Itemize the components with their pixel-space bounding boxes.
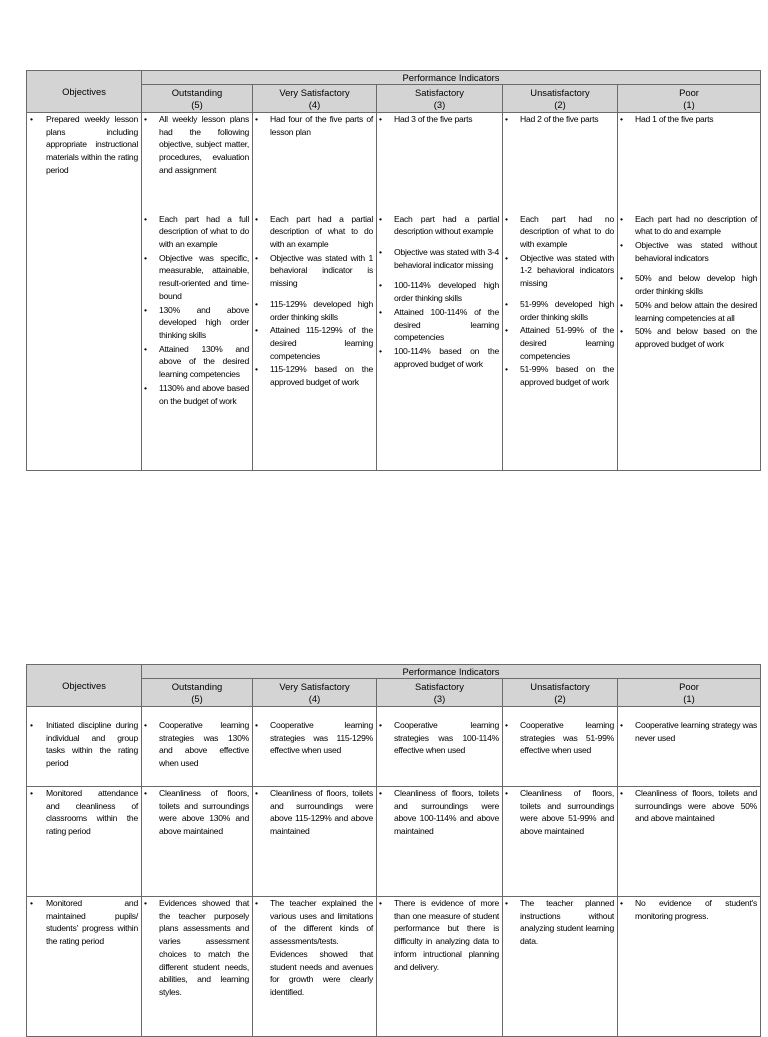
indicator-item: • Had 2 of the five parts — [503, 113, 617, 126]
indicator-item: • 50% and below based on the approved budget of work — [618, 325, 760, 350]
indicator-item: • Attained 100-114% of the desired learning competencies — [377, 306, 502, 344]
indicator-item: • Each part had a full description of what to do with an example — [142, 213, 252, 251]
indicator-cell — [253, 897, 377, 1037]
indicator-item: • 100-114% developed high order thinking skills — [377, 279, 502, 304]
indicator-cell — [377, 213, 503, 471]
indicator-item: • Attained 51-99% of the desired learning competencies — [503, 324, 617, 362]
indicator-item: • Evidences showed that the teacher purposely plans assessments and varies assessment choices to match the different student needs, abilities, and learning styles. — [142, 897, 252, 999]
level-header-satisfactory: Satisfactory (3) — [377, 679, 503, 707]
indicator-item: • No evidence of student's monitoring progress. — [618, 897, 760, 922]
indicator-cell — [142, 213, 253, 471]
table-row — [27, 707, 761, 787]
objective-text: • Monitored and maintained pupils/ students' progress within the rating period — [27, 897, 141, 948]
level-header-very-satisfactory: Very Satisfactory (4) — [253, 679, 377, 707]
level-header-unsatisfactory: Unsatisfactory (2) — [503, 679, 618, 707]
indicator-item: • Each part had a partial description of what to do with an example — [253, 213, 376, 251]
level-header-outstanding: Outstanding (5) — [142, 679, 253, 707]
objective-cell — [27, 897, 142, 1037]
indicator-item: • Attained 115-129% of the desired learning competencies — [253, 324, 376, 362]
indicator-item: • 1130% and above based on the budget of work — [142, 382, 252, 407]
table-row — [27, 897, 761, 1037]
level-header-outstanding: Outstanding (5) — [142, 85, 253, 113]
objective-text: • Monitored attendance and cleanliness of classrooms within the rating period — [27, 787, 141, 838]
indicator-item: • Each part had no description of what to do and example — [618, 213, 760, 238]
indicator-cell — [142, 707, 253, 787]
rubric-table-lesson-plans — [26, 70, 761, 471]
objective-cell — [27, 113, 142, 471]
indicator-item: • 51-99% developed high order thinking skills — [503, 298, 617, 323]
indicator-cell — [253, 213, 377, 471]
indicator-cell — [503, 897, 618, 1037]
indicator-item: • Attained 130% and above of the desired learning competencies — [142, 343, 252, 381]
indicator-cell — [618, 707, 761, 787]
level-header-poor: Poor (1) — [618, 85, 761, 113]
indicator-cell — [253, 707, 377, 787]
indicator-item: • 51-99% based on the approved budget of work — [503, 363, 617, 388]
indicator-item: • The teacher explained the various uses and limitations of the different kinds of assessments/tests. Evidences showed that student needs and avenues for growth were clearly identified. — [253, 897, 376, 999]
indicator-cell — [618, 897, 761, 1037]
indicator-item: • All weekly lesson plans had the following objective, subject matter, procedures, evaluation and assignment — [142, 113, 252, 177]
indicator-cell — [503, 213, 618, 471]
indicator-cell — [377, 707, 503, 787]
indicator-item: • Cleanliness of floors, toilets and surroundings were above 50% and above maintained — [618, 787, 760, 825]
indicator-cell — [618, 213, 761, 471]
level-header-poor: Poor (1) — [618, 679, 761, 707]
indicator-cell — [377, 787, 503, 897]
indicator-cell — [503, 707, 618, 787]
indicator-cell — [618, 787, 761, 897]
indicator-cell — [142, 113, 253, 213]
indicator-item: • Each part had no description of what to do with example — [503, 213, 617, 251]
indicator-cell — [618, 113, 761, 213]
indicator-cell — [142, 897, 253, 1037]
level-header-satisfactory: Satisfactory (3) — [377, 85, 503, 113]
objective-text: • Initiated discipline during individual and group tasks within the rating period — [27, 719, 141, 770]
indicator-item: • Objective was stated with 1 behavioral indicator is missing — [253, 252, 376, 290]
indicator-item: • 115-129% based on the approved budget of work — [253, 363, 376, 388]
indicator-item: • Cleanliness of floors, toilets and surroundings were above 51-99% and above maintained — [503, 787, 617, 838]
indicator-cell — [142, 787, 253, 897]
indicator-item: • Had 1 of the five parts — [618, 113, 760, 126]
table-row — [27, 787, 761, 897]
indicator-item: • 100-114% based on the approved budget of work — [377, 345, 502, 370]
indicator-item: • Cooperative learning strategy was never used — [618, 719, 760, 744]
indicator-item: • Objective was stated without behavioral indicators — [618, 239, 760, 264]
indicator-item: • Cleanliness of floors, toilets and surroundings were above 130% and above maintained — [142, 787, 252, 838]
indicator-cell — [503, 787, 618, 897]
objectives-header: Objectives — [27, 71, 142, 113]
indicator-cell — [377, 897, 503, 1037]
objective-cell — [27, 707, 142, 787]
performance-indicators-header: Performance Indicators — [142, 71, 761, 85]
indicator-item: • Had 3 of the five parts — [377, 113, 502, 126]
level-header-very-satisfactory: Very Satisfactory (4) — [253, 85, 377, 113]
objective-text: • Prepared weekly lesson plans including appropriate instructional materials within the rating period — [27, 113, 141, 177]
indicator-cell — [253, 113, 377, 213]
indicator-item: • Cooperative learning strategies was 100-114% effective when used — [377, 719, 502, 757]
indicator-item: • 115-129% developed high order thinking skills — [253, 298, 376, 323]
objective-cell — [27, 787, 142, 897]
indicator-item: • Objective was stated with 1-2 behavioral indicators missing — [503, 252, 617, 290]
indicator-item: • Cooperative learning strategies was 130% and above effective when used — [142, 719, 252, 770]
objectives-header: Objectives — [27, 665, 142, 707]
indicator-item: • Objective was specific, measurable, attainable, result-oriented and time-bound — [142, 252, 252, 303]
indicator-item: • Cooperative learning strategies was 51-99% effective when used — [503, 719, 617, 757]
indicator-item: • 130% and above developed high order thinking skills — [142, 304, 252, 342]
indicator-item: • Cooperative learning strategies was 115-129% effective when used — [253, 719, 376, 757]
indicator-item: • The teacher planned instructions without analyzing student learning data. — [503, 897, 617, 948]
rubric-table-classroom-management — [26, 664, 761, 1037]
indicator-cell — [503, 113, 618, 213]
indicator-cell — [253, 787, 377, 897]
indicator-item: • 50% and below attain the desired learning competencies at all — [618, 299, 760, 324]
indicator-item: • Had four of the five parts of lesson plan — [253, 113, 376, 138]
performance-indicators-header: Performance Indicators — [142, 665, 761, 679]
indicator-item: • 50% and below develop high order thinking skills — [618, 272, 760, 297]
level-header-unsatisfactory: Unsatisfactory (2) — [503, 85, 618, 113]
indicator-item: • Cleanliness of floors, toilets and surroundings were above 115-129% and above maintained — [253, 787, 376, 838]
indicator-item: • Objective was stated with 3-4 behavioral indicator missing — [377, 246, 502, 271]
indicator-item: • Each part had a partial description without example — [377, 213, 502, 238]
indicator-item: • There is evidence of more than one measure of student performance but there is difficulty in analyzing data to inform intructional planning and delivery. — [377, 897, 502, 973]
indicator-cell — [377, 113, 503, 213]
indicator-item: • Cleanliness of floors, toilets and surroundings were above 100-114% and above maintained — [377, 787, 502, 838]
